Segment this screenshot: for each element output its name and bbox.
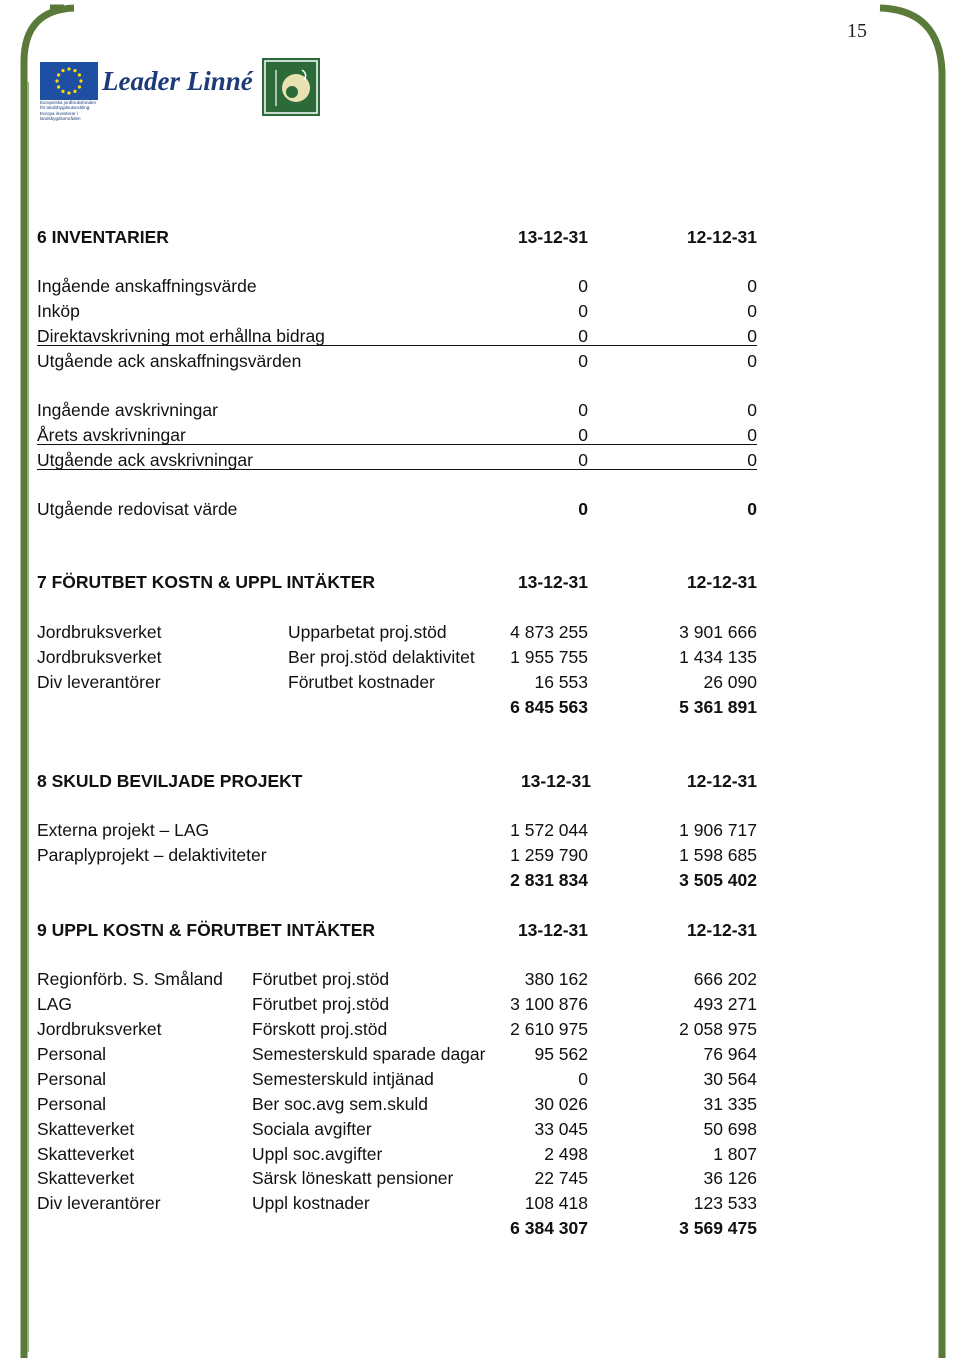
row-description: Särsk löneskatt pensioner: [252, 1168, 454, 1188]
section-7-header: [0, 570, 960, 594]
table-row: [0, 349, 960, 373]
row-value-2013: 108 418: [524, 1193, 588, 1213]
row-description: Semesterskuld intjänad: [252, 1069, 434, 1089]
row-value-2013: 0: [578, 450, 588, 470]
row-value-2012: 0: [747, 276, 757, 296]
row-value-2012: 26 090: [703, 672, 757, 692]
table-row: [0, 670, 960, 694]
total-row: [0, 1216, 960, 1240]
table-row: [0, 1067, 960, 1091]
row-label: Utgående ack anskaffningsvärden: [37, 351, 302, 371]
row-description: Ber soc.avg sem.skuld: [252, 1094, 429, 1114]
row-value-2013: 0: [578, 400, 588, 420]
leader-emblem-icon: [262, 58, 320, 116]
row-description: Uppl kostnader: [252, 1193, 370, 1213]
subtotal-rule: [37, 469, 757, 470]
row-label: Skatteverket: [37, 1144, 135, 1164]
row-value-2013: 33 045: [534, 1119, 588, 1139]
row-label: Skatteverket: [37, 1119, 135, 1139]
row-label: Personal: [37, 1094, 107, 1114]
table-row: [0, 274, 960, 298]
row-value-2013: 2 498: [544, 1144, 588, 1164]
row-value-2013: 380 162: [524, 969, 588, 989]
section-8-header: [0, 769, 960, 793]
row-value-2013: 1 259 790: [510, 845, 588, 865]
eu-caption: Europeiska jordbruksfonden för landsbygdsutveckling: Europa investerar i landsbygdsområden: [40, 100, 97, 122]
row-value-2012: 1 598 685: [679, 845, 757, 865]
row-value-2013: 1 572 044: [510, 820, 588, 840]
section-title: 7 FÖRUTBET KOSTN & UPPL INTÄKTER: [37, 572, 376, 592]
row-value-2012: 1 906 717: [679, 820, 757, 840]
table-row: [0, 398, 960, 422]
row-value-2012: 0: [747, 326, 757, 346]
total-value-2013: 0: [578, 499, 588, 519]
table-row: [0, 818, 960, 842]
table-row: [0, 1117, 960, 1141]
row-label: Inköp: [37, 301, 80, 321]
total-row: [0, 868, 960, 892]
row-label: Skatteverket: [37, 1168, 135, 1188]
row-label: Div leverantörer: [37, 672, 161, 692]
row-description: Ber proj.stöd delaktivitet: [288, 647, 475, 667]
total-value-2012: 3 505 402: [679, 870, 757, 890]
row-value-2012: 76 964: [703, 1044, 757, 1064]
row-description: Sociala avgifter: [252, 1119, 372, 1139]
eu-flag-logo: [40, 62, 98, 100]
column-header-2013: 13-12-31: [517, 572, 588, 592]
total-label: Utgående redovisat värde: [37, 499, 238, 519]
row-value-2012: 0: [747, 450, 757, 470]
row-value-2013: 0: [578, 326, 588, 346]
table-row: [0, 645, 960, 669]
row-label: Jordbruksverket: [37, 1019, 162, 1039]
row-value-2013: 3 100 876: [510, 994, 588, 1014]
total-row: [0, 497, 960, 521]
table-row: [0, 1191, 960, 1215]
table-row: [0, 620, 960, 644]
row-label: Regionförb. S. Småland: [37, 969, 223, 989]
subtotal-rule: [37, 444, 757, 445]
total-value-2013: 6 384 307: [510, 1218, 588, 1238]
column-header-2012: 12-12-31: [686, 920, 757, 940]
row-value-2013: 95 562: [534, 1044, 588, 1064]
row-value-2013: 22 745: [534, 1168, 588, 1188]
row-description: Förskott proj.stöd: [252, 1019, 388, 1039]
row-value-2012: 0: [747, 425, 757, 445]
section-title: 8 SKULD BEVILJADE PROJEKT: [37, 771, 303, 791]
row-value-2013: 4 873 255: [510, 622, 588, 642]
row-label: Direktavskrivning mot erhållna bidrag: [37, 326, 325, 346]
column-header-2012: 12-12-31: [686, 771, 757, 791]
row-value-2012: 30 564: [703, 1069, 757, 1089]
row-label: Ingående anskaffningsvärde: [37, 276, 257, 296]
row-value-2013: 0: [578, 301, 588, 321]
table-row: [0, 1092, 960, 1116]
eu-stars-icon: [40, 62, 98, 100]
row-value-2012: 493 271: [693, 994, 757, 1014]
row-value-2012: 123 533: [693, 1193, 757, 1213]
total-value-2012: 5 361 891: [679, 697, 757, 717]
row-value-2012: 1 807: [713, 1144, 757, 1164]
leader-badge-logo: [262, 58, 320, 116]
row-value-2013: 0: [578, 351, 588, 371]
row-label: Utgående ack avskrivningar: [37, 450, 253, 470]
row-value-2012: 31 335: [703, 1094, 757, 1114]
row-description: Förutbet proj.stöd: [252, 969, 390, 989]
page-number: 15: [847, 20, 867, 42]
column-header-2013: 13-12-31: [520, 771, 591, 791]
row-value-2012: 2 058 975: [679, 1019, 757, 1039]
row-value-2013: 2 610 975: [510, 1019, 588, 1039]
total-row: [0, 695, 960, 719]
row-value-2013: 16 553: [534, 672, 588, 692]
section-6-header: [0, 225, 960, 249]
row-value-2012: 50 698: [703, 1119, 757, 1139]
table-row: [0, 1017, 960, 1041]
table-row: [0, 299, 960, 323]
total-value-2013: 2 831 834: [510, 870, 588, 890]
leader-linne-logo: Leader Linné: [102, 66, 253, 96]
row-value-2013: 0: [578, 425, 588, 445]
row-description: Förutbet proj.stöd: [252, 994, 390, 1014]
table-row: [0, 843, 960, 867]
row-value-2012: 3 901 666: [679, 622, 757, 642]
row-label: Personal: [37, 1044, 107, 1064]
table-row: [0, 967, 960, 991]
section-title: 9 UPPL KOSTN & FÖRUTBET INTÄKTER: [37, 920, 376, 940]
row-description: Semesterskuld sparade dagar: [252, 1044, 486, 1064]
table-row: [0, 1142, 960, 1166]
section-9-header: [0, 918, 960, 942]
total-value-2012: 0: [747, 499, 757, 519]
row-label: Årets avskrivningar: [37, 425, 186, 445]
row-value-2012: 0: [747, 400, 757, 420]
row-label: Jordbruksverket: [37, 622, 162, 642]
row-value-2012: 666 202: [693, 969, 757, 989]
total-value-2013: 6 845 563: [510, 697, 588, 717]
row-value-2012: 0: [747, 351, 757, 371]
row-label: Paraplyprojekt – delaktiviteter: [37, 845, 267, 865]
row-description: Upparbetat proj.stöd: [288, 622, 447, 642]
section-title: 6 INVENTARIER: [37, 227, 169, 247]
row-label: Div leverantörer: [37, 1193, 161, 1213]
row-label: LAG: [37, 994, 73, 1014]
row-value-2012: 36 126: [703, 1168, 757, 1188]
column-header-2013: 13-12-31: [517, 920, 588, 940]
total-value-2012: 3 569 475: [679, 1218, 757, 1238]
row-value-2012: 1 434 135: [679, 647, 757, 667]
row-value-2013: 1 955 755: [510, 647, 588, 667]
row-value-2013: 0: [578, 1069, 588, 1089]
row-label: Externa projekt – LAG: [37, 820, 210, 840]
column-header-2013: 13-12-31: [517, 227, 588, 247]
row-value-2013: 30 026: [534, 1094, 588, 1114]
logo-bar: [40, 58, 330, 124]
row-description: Förutbet kostnader: [288, 672, 435, 692]
table-row: [0, 1166, 960, 1190]
table-row: [0, 992, 960, 1016]
subtotal-rule: [37, 345, 757, 346]
row-label: Jordbruksverket: [37, 647, 162, 667]
table-row: [0, 1042, 960, 1066]
column-header-2012: 12-12-31: [686, 227, 757, 247]
row-description: Uppl soc.avgifter: [252, 1144, 383, 1164]
row-label: Personal: [37, 1069, 107, 1089]
row-value-2013: 0: [578, 276, 588, 296]
row-label: Ingående avskrivningar: [37, 400, 218, 420]
column-header-2012: 12-12-31: [686, 572, 757, 592]
row-value-2012: 0: [747, 301, 757, 321]
